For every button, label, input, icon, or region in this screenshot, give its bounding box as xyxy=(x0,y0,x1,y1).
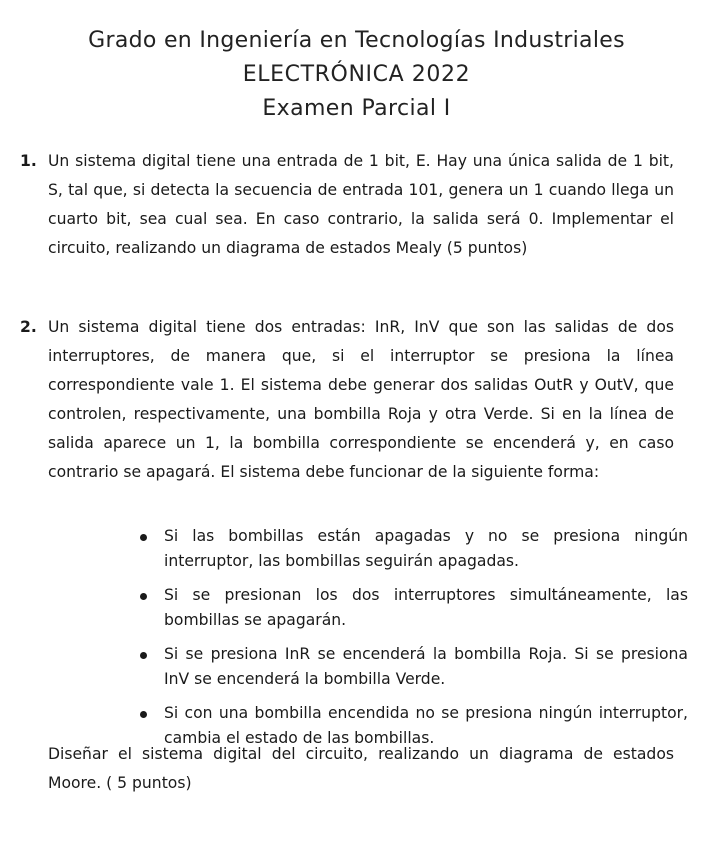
question-1-number: 1. xyxy=(20,152,37,170)
question-2-number: 2. xyxy=(20,318,37,336)
bullet-item xyxy=(140,583,688,633)
bullet-item xyxy=(140,524,688,574)
question-2-text: Un sistema digital tiene dos entradas: InR, InV que son las salidas de dos interruptores, de manera que, si el interruptor se presiona la línea correspondiente vale 1. El sistema debe generar dos salidas OutR y OutV, que controlen, respectivamente, una bombilla Roja y otra Verde. Si en la línea de salida aparece un 1, la bombilla correspondiente se encenderá y, en caso contrario se apagará. El sistema debe funcionar de la siguiente forma: xyxy=(48,318,674,481)
subject-title: ELECTRÓNICA 2022 xyxy=(242,62,471,87)
bullet-text: Si las bombillas están apagadas y no se presiona ningún interruptor, las bombillas seguirán apagadas. xyxy=(164,527,688,570)
bullet-text: Si se presionan los dos interruptores simultáneamente, las bombillas se apagarán. xyxy=(164,586,688,629)
bullet-icon xyxy=(140,593,147,600)
question-2-closing: Diseñar el sistema digital del circuito, realizando un diagrama de estados Moore. ( 5 puntos) xyxy=(48,745,674,792)
exam-title: Examen Parcial I xyxy=(262,96,451,121)
bullet-icon xyxy=(140,711,147,718)
bullet-text: Si se presiona InR se encenderá la bombilla Roja. Si se presiona InV se encenderá la bombilla Verde. xyxy=(164,645,688,688)
degree-title: Grado en Ingeniería en Tecnologías Industriales xyxy=(88,28,625,53)
question-1-text: Un sistema digital tiene una entrada de 1 bit, E. Hay una única salida de 1 bit, S, tal que, si detecta la secuencia de entrada 101, genera un 1 cuando llega un cuarto bit, sea cual sea. En caso contrario, la salida será 0. Implementar el circuito, realizando un diagrama de estados Mealy (5 puntos) xyxy=(48,152,674,257)
bullet-text: Si con una bombilla encendida no se presiona ningún interruptor, cambia el estado de las bombillas. xyxy=(164,704,688,747)
question-2-bullet-list xyxy=(140,524,688,760)
bullet-icon xyxy=(140,652,147,659)
bullet-item xyxy=(140,642,688,692)
bullet-icon xyxy=(140,534,147,541)
